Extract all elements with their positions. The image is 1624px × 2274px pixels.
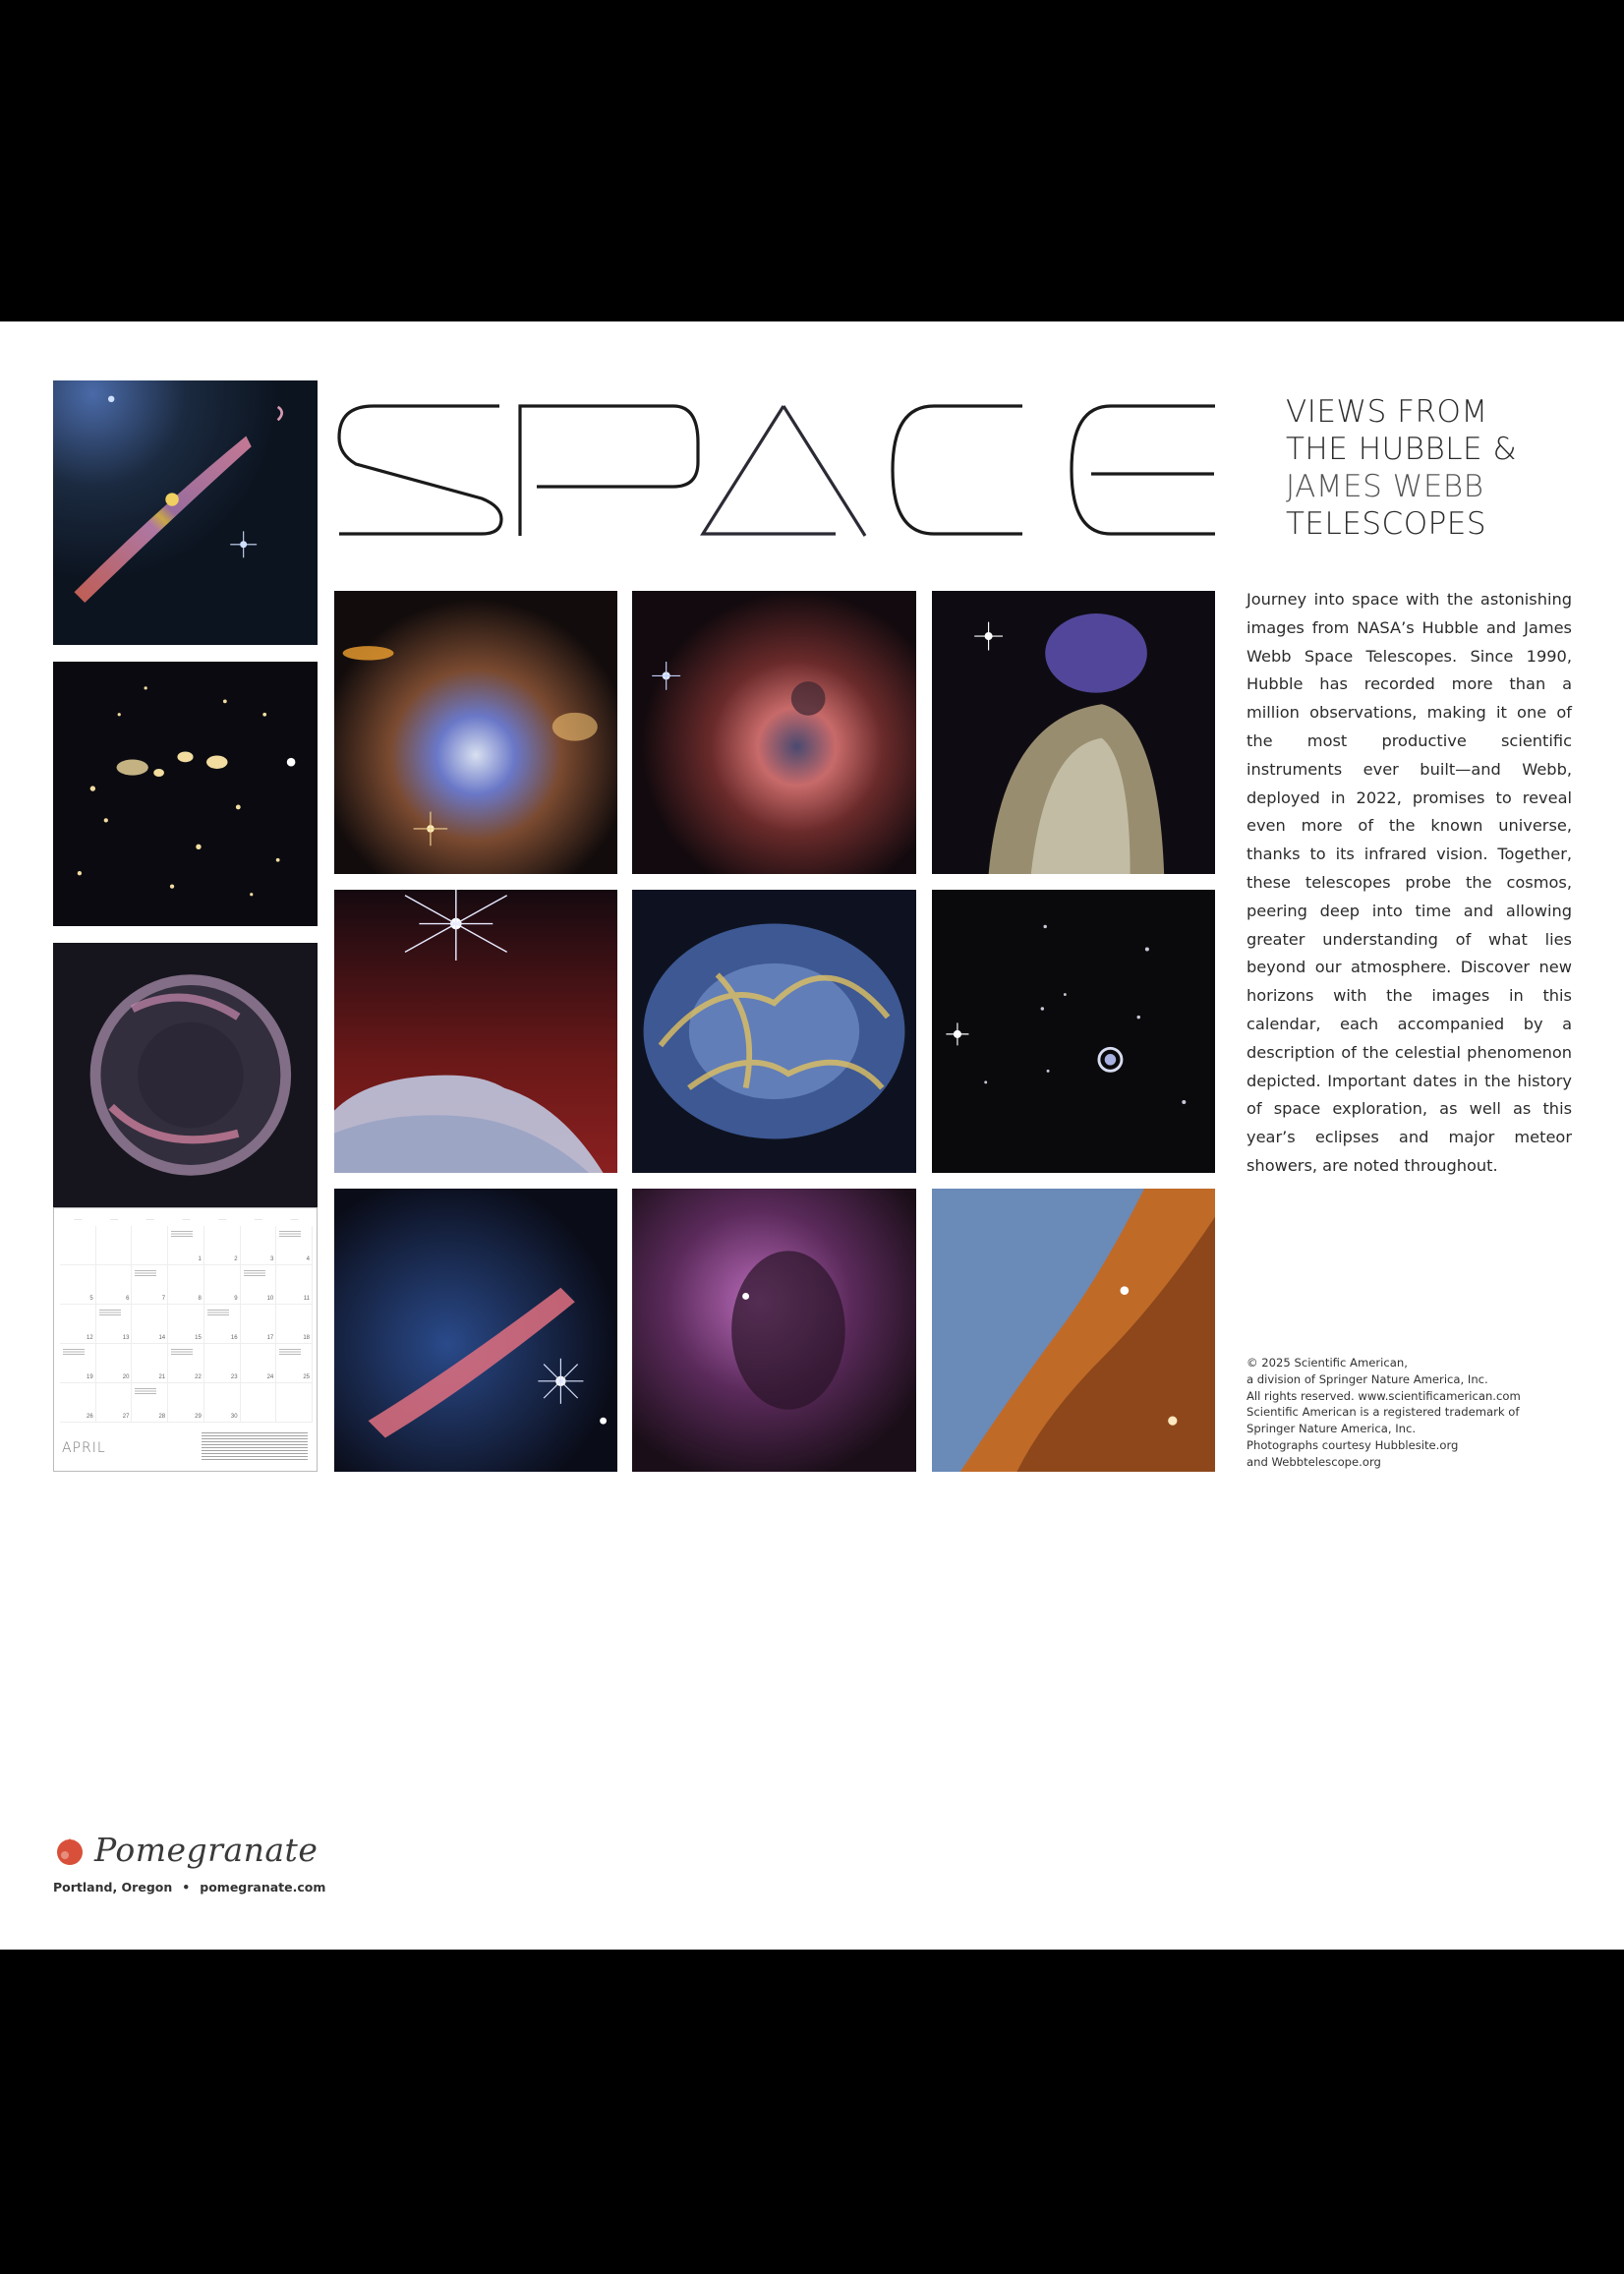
calendar-day-number: 17 <box>266 1335 274 1341</box>
calendar-day-cell <box>96 1265 133 1305</box>
calendar-weekday-header: —— <box>110 1216 119 1221</box>
calendar-day-cell <box>168 1265 204 1305</box>
credit-line: All rights reserved. www.scientificamerican.com <box>1247 1388 1521 1403</box>
calendar-day-cell <box>276 1344 313 1383</box>
calendar-grid <box>60 1216 313 1423</box>
publisher-logo <box>53 1831 318 1869</box>
calendar-note <box>99 1310 121 1315</box>
protostar-jet-image <box>53 380 318 645</box>
calendar-day-cell <box>168 1226 204 1265</box>
calendar-day-cell <box>60 1305 96 1344</box>
calendar-weekday-header: —— <box>182 1216 191 1221</box>
calendar-note <box>171 1231 193 1237</box>
calendar-day-number: 16 <box>230 1335 238 1341</box>
calendar-day-cell <box>204 1265 241 1305</box>
calendar-day-number: 10 <box>266 1296 274 1302</box>
cosmic-cliffs-image <box>334 890 617 1173</box>
calendar-day-cell <box>276 1265 313 1305</box>
calendar-page-image <box>53 1207 318 1472</box>
credit-line: Scientific American is a registered trademark of <box>1247 1405 1520 1420</box>
calendar-day-cell <box>132 1305 168 1344</box>
credit-line: © 2025 Scientific American, <box>1247 1356 1408 1370</box>
calendar-day-number: 24 <box>266 1374 274 1380</box>
calendar-day-cell <box>96 1305 133 1344</box>
calendar-day-number: 8 <box>198 1296 202 1302</box>
credit-line: Photographs courtesy Hubblesite.org <box>1247 1437 1459 1452</box>
calendar-day-number: 1 <box>198 1256 202 1262</box>
calendar-day-cell <box>204 1383 241 1423</box>
pomegranate-fruit-icon <box>53 1834 87 1867</box>
subtitle-line: VIEWS FROM <box>1286 394 1488 430</box>
calendar-day-number: 25 <box>303 1374 310 1380</box>
calendar-weekday-header: —— <box>218 1216 227 1221</box>
calendar-note <box>279 1349 301 1355</box>
credit-line: and Webbtelescope.org <box>1247 1454 1381 1469</box>
subtitle-line: TELESCOPES <box>1286 506 1487 542</box>
calendar-day-cell <box>204 1226 241 1265</box>
calendar-weekday-header: —— <box>254 1216 262 1221</box>
calendar-day-number: 2 <box>234 1256 238 1262</box>
calendar-day-cell <box>168 1305 204 1344</box>
calendar-day-cell <box>132 1344 168 1383</box>
calendar-day-number: 4 <box>306 1256 310 1262</box>
calendar-day-number: 29 <box>195 1414 202 1420</box>
calendar-weekday-header: —— <box>74 1216 83 1221</box>
calendar-day-cell <box>60 1226 96 1265</box>
publisher-name: Pomegranate <box>94 1831 319 1869</box>
crab-nebula-image <box>632 890 916 1173</box>
calendar-day-number: 13 <box>122 1335 130 1341</box>
calendar-day-number: 22 <box>195 1374 202 1380</box>
calendar-day-cell <box>60 1265 96 1305</box>
calendar-day-number: 15 <box>195 1335 202 1341</box>
calendar-day-number: 11 <box>303 1296 310 1302</box>
calendar-day-cell <box>168 1383 204 1423</box>
calendar-note <box>279 1231 301 1237</box>
nebula-image <box>932 591 1215 874</box>
calendar-day-cell <box>241 1383 277 1423</box>
publisher-location: Portland, Oregon <box>53 1880 173 1895</box>
calendar-note <box>135 1270 156 1276</box>
calendar-day-number: 6 <box>126 1296 130 1302</box>
copyright-credits <box>1247 1355 1581 1471</box>
separator: • <box>182 1880 191 1895</box>
calendar-day-cell <box>204 1344 241 1383</box>
calendar-day-cell <box>241 1344 277 1383</box>
calendar-day-number: 12 <box>87 1335 93 1341</box>
calendar-day-number: 21 <box>158 1374 166 1380</box>
calendar-day-cell <box>96 1383 133 1423</box>
credit-line: a division of Springer Nature America, Inc. <box>1247 1371 1488 1386</box>
nebula-image <box>632 591 916 874</box>
calendar-day-number: 23 <box>230 1374 238 1380</box>
subtitle <box>1286 393 1581 543</box>
description-text: Journey into space with the astonishing images from NASA’s Hubble and James Webb Space Telescopes. Since 1990, Hubble has recorded more than a million observations, making it one of the most productive scientific instruments ever built—and Webb, deployed in 2022, promises to reveal even more of the known universe, thanks to its infrared vision. Together, these telescopes probe the cosmos, peering deep into time and allowing greater understanding of what lies beyond our atmosphere. Discover new horizons with the images in this calendar, each accompanied by a description of the celestial phenomenon depicted. Important dates in the history of space exploration, as well as this year’s eclipses and major meteor showers, are noted throughout. <box>1247 590 1572 1175</box>
subtitle-line: JAMES WEBB <box>1286 469 1484 504</box>
calendar-note <box>135 1388 156 1394</box>
calendar-day-number: 26 <box>87 1414 93 1420</box>
orion-nebula-image <box>932 1189 1215 1472</box>
calendar-day-cell <box>132 1226 168 1265</box>
calendar-day-cell <box>60 1344 96 1383</box>
calendar-day-number: 3 <box>269 1256 274 1262</box>
herbig-haro-image <box>334 1189 617 1472</box>
calendar-day-number: 20 <box>122 1374 130 1380</box>
calendar-day-cell <box>241 1265 277 1305</box>
credit-line: Springer Nature America, Inc. <box>1247 1422 1417 1436</box>
calendar-caption <box>202 1432 308 1462</box>
calendar-day-cell <box>96 1344 133 1383</box>
nebula-image <box>334 591 617 874</box>
calendar-day-cell <box>204 1305 241 1344</box>
calendar-day-cell <box>241 1305 277 1344</box>
galaxy-cluster-image <box>53 662 318 926</box>
calendar-day-cell <box>132 1383 168 1423</box>
publisher-info <box>53 1880 325 1895</box>
calendar-day-cell <box>132 1265 168 1305</box>
calendar-day-number: 9 <box>234 1296 238 1302</box>
calendar-weekday-header: —— <box>145 1216 154 1221</box>
calendar-month-label: APRIL <box>62 1440 106 1456</box>
space-title-logo <box>334 403 1215 537</box>
calendar-day-number: 19 <box>87 1374 93 1380</box>
calendar-day-cell <box>276 1305 313 1344</box>
calendar-day-number: 7 <box>161 1296 166 1302</box>
calendar-day-cell <box>96 1226 133 1265</box>
subtitle-line: THE HUBBLE & <box>1286 432 1518 467</box>
calendar-day-cell <box>241 1226 277 1265</box>
calendar-day-cell <box>168 1344 204 1383</box>
nebula-image <box>632 1189 916 1472</box>
calendar-day-number: 18 <box>303 1335 310 1341</box>
calendar-day-number: 28 <box>158 1414 166 1420</box>
calendar-day-cell <box>276 1226 313 1265</box>
calendar-weekday-header: —— <box>290 1216 299 1221</box>
calendar-day-cell <box>60 1383 96 1423</box>
calendar-note <box>171 1349 193 1355</box>
calendar-day-number: 30 <box>230 1414 238 1420</box>
calendar-day-number: 5 <box>89 1296 93 1302</box>
calendar-day-number: 27 <box>122 1414 130 1420</box>
calendar-day-number: 14 <box>158 1335 166 1341</box>
calendar-note <box>244 1270 265 1276</box>
calendar-note <box>207 1310 229 1315</box>
calendar-note <box>63 1349 85 1355</box>
calendar-day-cell <box>276 1383 313 1423</box>
publisher-website: pomegranate.com <box>200 1880 326 1895</box>
supernova-remnant-image <box>53 943 318 1207</box>
uranus-image <box>932 890 1215 1173</box>
